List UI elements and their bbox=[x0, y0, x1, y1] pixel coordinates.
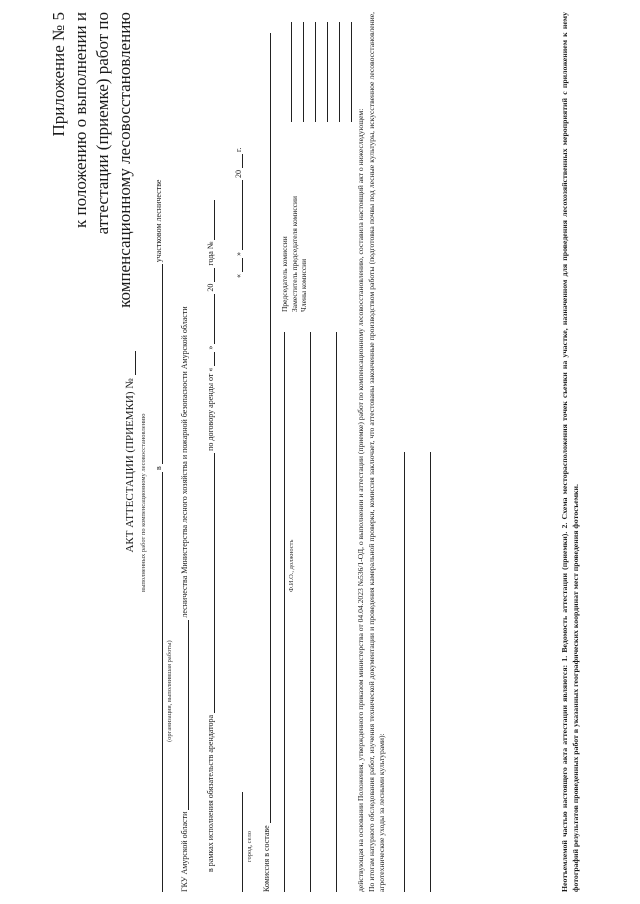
appendix-line-3: аттестации (приемке) работ по bbox=[93, 12, 112, 235]
appendix-line-4: компенсационному лесовосстановлению bbox=[115, 12, 134, 308]
lease-label: по договору аренды от « bbox=[206, 367, 215, 451]
date-quote-close: » bbox=[234, 252, 243, 256]
signature-line bbox=[304, 22, 316, 122]
signature-lines bbox=[280, 22, 352, 122]
appendix-header bbox=[48, 12, 136, 892]
date-year-blank bbox=[232, 154, 243, 168]
signature-line bbox=[316, 22, 328, 122]
lease-quote: » bbox=[206, 345, 215, 350]
org-row bbox=[152, 180, 163, 892]
lease-row bbox=[204, 200, 215, 872]
lease-year-prefix: 20 bbox=[206, 283, 215, 292]
tenant-blank bbox=[204, 453, 215, 713]
date-day-blank bbox=[232, 258, 243, 272]
signature-line bbox=[280, 22, 292, 122]
forestry-text: лесничества Министерства лесного хозяйства и пожарной безопасности Амурской области bbox=[180, 306, 189, 618]
members-label: Члены комиссии bbox=[299, 258, 308, 312]
commission-blank bbox=[260, 33, 271, 823]
commission-line-4 bbox=[336, 332, 337, 892]
lease-year-blank bbox=[204, 268, 215, 282]
appendix-line-2: к положению о выполнении и bbox=[71, 12, 90, 228]
act-title: АКТ АТТЕСТАЦИИ (ПРИЕМКИ) № bbox=[124, 378, 136, 553]
city-caption: город, село bbox=[246, 831, 253, 862]
gku-row bbox=[178, 306, 189, 892]
forestry-blank bbox=[178, 620, 189, 810]
body-paragraph-2: По итогам натурного обследования работ, изучения технической документации и проведения камеральной проверки, комиссия заключает, что аттестованы законченные производством работы (подготовка почвы под лесные культуры, искусственное лесовосстановление, агротехнические уходы за лесными культурами): bbox=[367, 12, 386, 892]
rotated-sheet bbox=[48, 12, 608, 892]
date-year-prefix: 20 bbox=[234, 170, 243, 178]
district-blank bbox=[152, 264, 163, 464]
commission-line-3 bbox=[310, 332, 311, 892]
signature-line bbox=[328, 22, 340, 122]
chairman-label: Председатель комиссии bbox=[280, 236, 289, 312]
in-label: в bbox=[154, 466, 163, 470]
act-title-block bbox=[124, 12, 136, 892]
act-number-blank bbox=[125, 351, 136, 375]
body-paragraph-1: действующая на основании Положения, утвержденного приказом министерства от 04.04.2023 №536/1-ОД, о выполнении и аттестации (приемке) работ по компенсационному лесовосстановлению, составила настоящий акт о нижеследующем: bbox=[356, 108, 365, 892]
city-blank bbox=[232, 792, 243, 892]
signature-line bbox=[292, 22, 304, 122]
lease-day-blank bbox=[204, 352, 215, 366]
obligation-label: в рамках исполнения обязательств арендатора bbox=[206, 714, 215, 872]
commission-line-2 bbox=[284, 332, 285, 892]
deputy-label: Заместитель председателя комиссии bbox=[289, 195, 299, 312]
district-label: участковом лесничестве bbox=[154, 179, 163, 263]
commission-label: Комиссия в составе bbox=[262, 825, 271, 892]
act-body bbox=[356, 12, 388, 892]
fio-caption: Ф.И.О., должность bbox=[288, 539, 295, 592]
lease-year-suffix: года № bbox=[206, 241, 215, 266]
date-year-suffix: г. bbox=[234, 147, 243, 152]
result-line-2 bbox=[430, 452, 431, 892]
date-quote-open: « bbox=[234, 274, 243, 278]
org-caption: (организация, выполнившая работы) bbox=[166, 640, 173, 742]
lease-number-blank bbox=[204, 200, 215, 240]
signers-block bbox=[280, 196, 309, 312]
commission-row bbox=[260, 33, 271, 892]
signature-line bbox=[340, 22, 352, 122]
date-row bbox=[232, 148, 243, 892]
lease-month-blank bbox=[204, 294, 215, 344]
gku-label: ГКУ Амурской области bbox=[180, 811, 189, 892]
footer-note: Неотъемлемой частью настоящего акта аттестации являются: 1. Ведомость аттестации (приемки). 2. Схема месторасположения точек съемки на участке, назначенном для проведения лесохозяйственных мероприятий с приложением к нему фотографий результатов проведенных работ в указанных географических координат мест проведения фотосъемки. bbox=[560, 12, 580, 892]
date-month-blank bbox=[232, 180, 243, 250]
subtitle-caption: выполненных работ по компенсационному лесовосстановлению bbox=[140, 413, 147, 592]
result-line-1 bbox=[404, 452, 405, 892]
org-blank bbox=[152, 472, 163, 892]
appendix-number: Приложение № 5 bbox=[49, 12, 68, 137]
